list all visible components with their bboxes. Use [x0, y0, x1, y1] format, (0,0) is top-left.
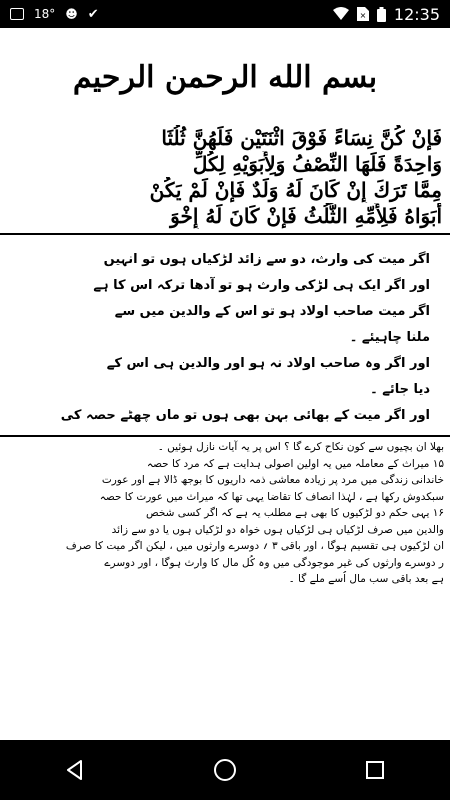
translation-line: دیا جائے ۔: [370, 382, 430, 397]
status-bar: [0, 0, 450, 28]
quran-line: وَاحِدَةً فَلَهَا النِّصْفُ وَلِأَبَوَيْهِ لِكُلِّ: [192, 152, 442, 176]
check-notification-icon: ✔: [87, 6, 99, 22]
svg-text:×: ×: [359, 11, 367, 20]
translation-line: اور اگر وہ صاحب اولاد نہ ہو اور والدین ہی اس کے: [106, 356, 430, 371]
quran-line: مِمَّا تَرَكَ إِنْ كَانَ لَهُ وَلَدٌ فَإِنْ لَمْ يَكُنْ: [149, 178, 442, 202]
footnote-line: ر دوسرے وارثوں کی غیر موجودگی میں وہ کُل مال کا وارث ہوگا ، اور دوسرے: [104, 556, 444, 569]
battery-icon: [377, 7, 386, 22]
translation-line: اور اگر میت کے بھائی بہن بھی ہوں تو ماں چھٹے حصہ کی: [60, 408, 430, 423]
page-image: [0, 28, 450, 740]
sim-icon: [357, 7, 369, 21]
home-button[interactable]: [205, 750, 245, 790]
status-left: [0, 7, 99, 22]
home-circle-icon: [213, 758, 237, 782]
bismillah-heading: بسم الله الرحمن الرحيم: [72, 60, 378, 95]
translation-line: ملنا چاہیئے ۔: [349, 330, 430, 345]
navigation-bar: [0, 740, 450, 800]
recents-square-icon: [365, 760, 385, 780]
footnote-line: سبکدوش رکھا ہے ، لہٰذا انصاف کا تقاضا یہی تھا کہ میراث میں عورت کا حصہ: [99, 490, 444, 503]
quran-line: أَبَوَاهُ فَلِأُمِّهِ الثُّلُثُ فَإِنْ كَانَ لَهُ إِخْوَ: [170, 204, 442, 228]
recents-button[interactable]: [355, 750, 395, 790]
footnote-line: ہے بعد باقی سب مال اُسے ملے گا ۔: [288, 573, 444, 585]
footnote-line: ان لڑکیوں ہی تقسیم ہوگا ، اور باقی ۳ ؍ دوسرے وارثوں میں ، لیکن اگر میت کا صرف: [65, 540, 444, 552]
translation-line: اگر میت کی وارث، دو سے زائد لڑکیاں ہوں تو انہیں: [103, 252, 430, 267]
footnotes: [0, 439, 450, 588]
quran-line: فَإِنْ كُنَّ نِسَاءً فَوْقَ اثْنَتَيْنِ فَلَهُنَّ ثُلُثَا: [161, 126, 442, 150]
footnote-line: ۱۵ میراث کے معاملہ میں یہ اولین اصولی ہدایت ہے کہ مرد کا حصہ: [146, 457, 444, 470]
translation-line: اور اگر ایک ہی لڑکی وارث ہو تو آدھا ترکہ اس کا ہے: [93, 278, 430, 293]
temperature-text: 18°: [34, 7, 56, 21]
back-triangle-icon: [64, 759, 86, 781]
status-right: [333, 5, 450, 24]
quran-text: [0, 125, 450, 235]
section-divider: [0, 435, 450, 437]
footnote-line: ۱۶ یہی حکم دو لڑکیوں کا بھی ہے مطلب یہ ہے کہ اگر کسی شخص: [146, 507, 444, 519]
android-icon: ☻: [65, 7, 78, 21]
image-notification-icon: [10, 8, 24, 20]
back-button[interactable]: [55, 750, 95, 790]
footnote-line: خاندانی زندگی میں مرد پر زیادہ معاشی ذمہ داریوں کا بوجھ ڈالا ہے اور عورت: [101, 474, 444, 486]
wifi-icon: [333, 7, 349, 21]
footnote-line: بھلا ان بچیوں سے کون نکاح کرے گا ؟ اس پر یہ آیات نازل ہوئیں ۔: [157, 441, 444, 453]
footnote-line: والدین میں صرف لڑکیاں ہی لڑکیاں ہوں خواہ دو لڑکیاں ہوں یا دو سے زائد: [111, 523, 444, 536]
clock: 12:35: [393, 4, 440, 24]
translation-text: [0, 247, 450, 429]
translation-line: اگر میت صاحب اولاد ہو تو اس کے والدین میں سے: [114, 304, 430, 319]
